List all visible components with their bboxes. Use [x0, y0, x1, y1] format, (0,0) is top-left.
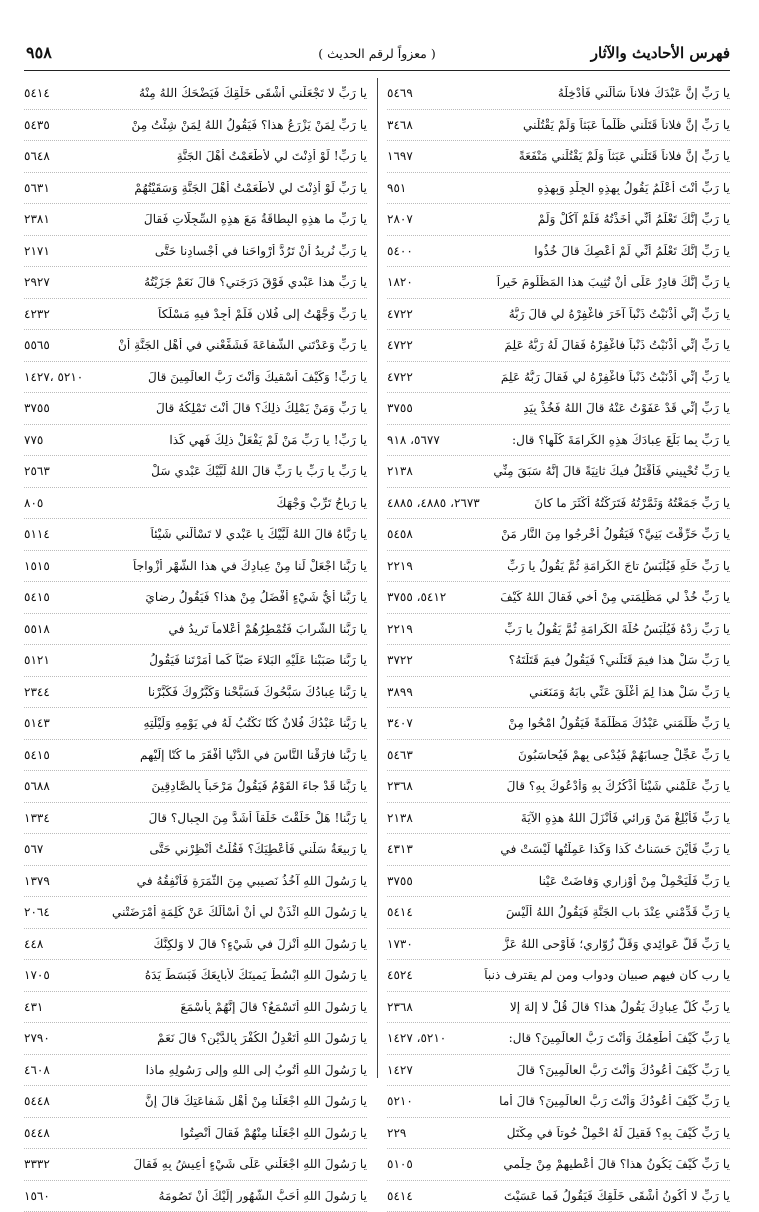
hadith-number: ٥١١٤ — [24, 527, 54, 541]
hadith-text: يا رَبِّ لَوْ أَذِنْتَ لي لأَطْعَمْتُ أَهْلَ الجَنَّةِ وَسَقَيْتُهُمْ — [54, 181, 367, 195]
hadith-text: يا رَبِّ كَيْفَ أَعُودُكَ وَأَنْتَ رَبُّ العالَمِينَ؟ قالَ — [417, 1063, 730, 1077]
hadith-number: ٥٢١٠، ١٤٢٧ — [387, 1031, 450, 1045]
hadith-number: ٥٤٤٨ — [24, 1094, 54, 1108]
hadith-number: ٢١٣٨ — [387, 464, 417, 478]
hadith-text: يا رَبِّ سَلْ هذا فيمَ قَتَلَني؟ فَيَقُولُ فيمَ قَتَلْتَهُ؟ — [417, 653, 730, 667]
index-entry — [387, 1118, 730, 1150]
hadith-text: يا رَبِّ عَجِّلْ حِسابَهُمْ فَيُدْعى بِهِمْ فَيُحاسَبُونَ — [417, 748, 730, 762]
hadith-text: يا رَبَّنا عِبادُكَ سَبَّحُوكَ فَسَبَّحْنا وَكَبَّرُوكَ فَكَبَّرْنا — [54, 685, 367, 699]
hadith-number: ٥٤٠٠ — [387, 244, 417, 258]
hadith-text: يا رَبِّ كَيْفَ يَكُونُ هذا؟ قالَ أُعْطيهِمْ مِنْ حِلْمي — [417, 1157, 730, 1171]
page-header — [24, 40, 730, 71]
hadith-number: ١٤٢٧ — [387, 1063, 417, 1077]
page-number: ٩٥٨ — [26, 43, 52, 62]
hadith-number: ٥١٠٥ — [387, 1157, 417, 1171]
hadith-text: يا رَبِّ إنَّكَ تَعْلَمُ أنِّي لَمْ أَعْصِكَ قالَ خُذُوا — [417, 244, 730, 258]
hadith-number: ٥٦٣١ — [24, 181, 54, 195]
hadith-text: يا رَبِّ إنَّكَ قادِرٌ عَلَى أَنْ تُثِيبَ هذا المَظْلُومَ خَيراً — [417, 275, 730, 289]
hadith-number: ١٥١٥ — [24, 559, 54, 573]
hadith-number: ٣٧٢٢ — [387, 653, 417, 667]
index-entry — [387, 1181, 730, 1212]
hadith-number: ١٦٩٧ — [387, 149, 417, 163]
hadith-text: يا رَبِّ كَيْفَ بِهِ؟ فَقيلَ لَهُ احْمِلْ حُوتاً في مِكْتَلٍ — [410, 1126, 730, 1140]
hadith-text: يا رَبِّ بِما بَلَغَ عِبادَكَ هذِهِ الكَرامَةَ كُلَّها؟ قال: — [444, 433, 730, 447]
hadith-text: يا رَبِّ ظَلَمَني عَبْدُكَ مَظْلَمَةً فَيَقُولُ امْحُوا مِنْ — [417, 716, 730, 730]
hadith-number: ١٧٠٥ — [24, 968, 54, 982]
hadith-text: يا رب كان فيهم صبيان ودواب ومن لم يقترف ذنباً — [417, 968, 730, 982]
hadith-number: ٢٧٩٠ — [24, 1031, 54, 1045]
hadith-text: يا رَسُولَ اللهِ أَتُوبُ إلى اللهِ وإلى رَسُولِهِ ماذا — [54, 1063, 367, 1077]
hadith-text: يا رَبِّ إنَّكَ تَعْلَمُ أنِّي أَخَذْتُهُ فَلَمْ آكُلْ وَلَمْ — [417, 212, 730, 226]
index-entry — [24, 1149, 367, 1181]
hadith-text: يا رَبِّ لا أَكُونُ أَشْقَى خَلْقِكَ فَيَقُولُ فَما عَسَيْتَ — [417, 1189, 730, 1203]
hadith-text: يا رَبِّ فَأَيْنَ حَسَناتُ كَذا وَكَذا عَمِلْتُها لَيْسَتْ في — [417, 842, 730, 856]
hadith-text: يا رَبِّ إنَّ فلاناً قَتَلَني عَبَثاً وَلَمْ يَقْتُلْني مَنْفَعَةً — [417, 149, 730, 163]
hadith-text: يا رَبِّ جَمَعْتُهُ وَثَمَّرْتُهُ فَتَرَكْتُهُ أَكْثَرَ ما كانَ — [484, 496, 730, 510]
hadith-number: ٢٥٦٣ — [24, 464, 54, 478]
hadith-number: ٢٦٧٣، ٤٨٨٥، ٤٨٨٥ — [387, 496, 484, 510]
hadith-number: ٢٢٩ — [387, 1126, 410, 1140]
hadith-text: يا رَبِّ لِمَنْ يَزْرَعُ هذا؟ فَيَقُولُ اللهُ لِمَنْ شِئْتُ مِنْ — [54, 118, 367, 132]
hadith-number: ٢٣٨١ — [24, 212, 54, 226]
hadith-text: يا رَبِّ إنَّ عَبْدَكَ فلاناً سَأَلَني فَأَدْخِلْهُ — [417, 86, 730, 100]
index-entry — [387, 1086, 730, 1118]
hadith-text: يا رَبِّ! يا رَبِّ مَنْ لَمْ يَفْعَلْ ذلِكَ فَهي كَذا — [47, 433, 367, 447]
hadith-text: يا رَبِّ إنِّي أَذْنَبْتُ ذَنْباً فاغْفِرْهُ فَقالَ لَهُ رَبُّهُ عَلِمَ — [417, 338, 730, 352]
hadith-text: يا رَسُولَ اللهِ أَتَسْمَعُ؟ قالَ إنَّهُمْ بِأَسْمَعَ — [47, 1000, 367, 1014]
hadith-text: يا رَبِّ كَيْفَ أُطْعِمُكَ وَأَنْتَ رَبُّ العالَمِينَ؟ قال: — [450, 1031, 730, 1045]
hadith-text: يا رَسُولَ اللهِ آخُذُ نَصيبي مِنَ الثَّمَرَةِ فَأُنْفِقُهُ في — [54, 874, 367, 888]
hadith-text: يا رَبِّ أَنْتَ أَعْلَمُ يَقُولُ بِهذِهِ الجِلْدِ وَبِهذِهِ — [410, 181, 730, 195]
hadith-number: ٥٦٨٨ — [24, 779, 54, 793]
hadith-number: ٤٤٨ — [24, 937, 47, 951]
hadith-text: يا رَبِّ خُذْ لي مَظْلِمَتي مِنْ أَخي فَقالَ اللهُ كَيْفَ — [450, 590, 730, 604]
index-entry — [24, 1086, 367, 1118]
running-title: فهرس الأحاديث والآثار — [591, 44, 730, 62]
hadith-text: يا رَسُولَ اللهِ أَتَعْدِلُ الكُفْرَ بِالدَّيْنِ؟ قالَ نَعَمْ — [54, 1031, 367, 1045]
hadith-text: يا رَبَّنا! هَلْ خَلَقْتَ خَلْقاً أَشَدَّ مِنَ الجِبالِ؟ قالَ — [54, 811, 367, 825]
hadith-number: ٣٣٣٢ — [24, 1157, 54, 1171]
running-subtitle: ( معزواً لرقم الحديث ) — [24, 46, 730, 61]
hadith-text: يا رَسُولَ اللهِ أُنْزِلَ في شَيْءٍ؟ قالَ لا وَلكِنَّكَ — [47, 937, 367, 951]
hadith-text: يا رَبِّ وَعَدْتَني الشَّفاعَةَ فَشَفِّعْني في أَهْلِ الجَنَّةِ أَنْ — [54, 338, 367, 352]
hadith-text: يا رَسُولَ اللهِ اجْعَلْني عَلَى شَيْءٍ أَعِيشُ بِهِ فَقالَ — [54, 1157, 367, 1171]
hadith-text: يا رَبَّنا الشَّرابَ فَتُمْطِرُهُمْ أَعْلاماً تَرِيدُ في — [54, 622, 367, 636]
hadith-text: يا رَبِّ! وَكَيْفَ أَسْقيكَ وَأَنْتَ رَبُّ العالَمِينَ قالَ — [87, 370, 367, 384]
hadith-number: ٢٢١٩ — [387, 559, 417, 573]
hadith-text: يا رَبِّ قَدِّمْني عِنْدَ بابِ الجَنَّةِ فَيَقُولُ اللهُ أَلَيْسَ — [417, 905, 730, 919]
hadith-number: ٣٧٥٥ — [24, 401, 54, 415]
hadith-number: ٣٧٥٥ — [387, 874, 417, 888]
hadith-number: ٥١٢١ — [24, 653, 54, 667]
hadith-number: ٢٨٠٧ — [387, 212, 417, 226]
hadith-text: يا رَبِّ قَلَّ عَوائِدي وَقَلَّ زُوّاري؛ فَأَوْحى اللهُ عَزَّ — [417, 937, 730, 951]
hadith-number: ٨٠٥ — [24, 496, 47, 510]
hadith-number: ٥٤١٥ — [24, 748, 54, 762]
hadith-number: ٤٥٢٤ — [387, 968, 417, 982]
hadith-text: يا رَبَّنا صَبَبْنا عَلَيْهِ البَلاءَ صَبّاً كَما أَمَرْتَنا فَيَقُولُ — [54, 653, 367, 667]
hadith-number: ٢١٣٨ — [387, 811, 417, 825]
hadith-text: يا رَبِّ إنَّ فلاناً قَتَلَني ظُلْماً عَبَثاً وَلَمْ يَقْتُلْني — [417, 118, 730, 132]
hadith-number: ١٨٢٠ — [387, 275, 417, 289]
hadith-text: يا رَبِّ تُحْيِيني فَأُقْتَلُ فيكَ ثانِيَةً قالَ إنَّهُ سَبَقَ مِنِّي — [417, 464, 730, 478]
hadith-number: ٢١٧١ — [24, 244, 54, 258]
hadith-number: ٥٦٤٨ — [24, 149, 54, 163]
hadith-number: ٤٧٢٢ — [387, 370, 417, 384]
hadith-text: يا رَبيعَةُ سَلْني فَأُعْطِيَكَ؟ فَقُلْتُ أَنْظِرْني حَتَّى — [47, 842, 367, 856]
hadith-text: يا رَبِّ ما هذِهِ البِطاقَةُ مَعَ هذِهِ السِّجِلّاتِ فَقالَ — [54, 212, 367, 226]
hadith-text: يا رَبِّ سَلْ هذا لِمَ أَغْلَقَ عَنِّي بابَهُ وَمَنَعَني — [417, 685, 730, 699]
hadith-text: يا رَبِّ وَمَنْ يَمْلِكُ ذلِكَ؟ قالَ أَنْتَ تَمْلِكُهُ قالَ — [54, 401, 367, 415]
hadith-number: ٥٤٦٣ — [387, 748, 417, 762]
hadith-number: ٢٣٦٨ — [387, 1000, 417, 1014]
hadith-text: يا رَبَّنا قَدْ جاءَ القَوْمُ فَيَقُولُ مَرْحَباً بِالصَّادِقِينَ — [54, 779, 367, 793]
hadith-text: يا رَبَّنا فارَقْنا النَّاسَ في الدُّنْيا أَفْقَرَ ما كُنّا إلَيْهِم — [54, 748, 367, 762]
hadith-text: يا رَبِّ يا رَبِّ يا رَبِّ قالَ اللهُ لَبَّيْكَ عَبْدي سَلْ — [54, 464, 367, 478]
hadith-text: يا رَبِّ وَجَّهْتُ إلى فُلانٍ فَلَمْ أَجِدْ فيهِ مَسْلَكاً — [54, 307, 367, 321]
hadith-text: يا رَبِّ كُلُّ عِبادِكَ يَقُولُ هذا؟ قالَ قُلْ لا إلهَ إلا — [417, 1000, 730, 1014]
hadith-number: ٥٤٣٥ — [24, 118, 54, 132]
hadith-number: ٥٤١٢، ٣٧٥٥ — [387, 590, 450, 604]
hadith-number: ٤٣١ — [24, 1000, 47, 1014]
hadith-number: ٥٤٥٨ — [387, 527, 417, 541]
hadith-text: يا رَبِّ عَلِّمْني شَيْئاً أَذْكُرُكَ بِهِ وَأَدْعُوكَ بِهِ؟ قالَ — [417, 779, 730, 793]
hadith-number: ٥٦٧٧، ٩١٨ — [387, 433, 444, 447]
hadith-number: ٥٢١٠ ،١٤٢٧ — [24, 370, 87, 384]
hadith-number: ٤٣١٣ — [387, 842, 417, 856]
hadith-text: يا رَبِّ فَأَبْلِغْ مَنْ وَرائي فَأَنْزَلَ اللهُ هذِهِ الآيَةَ — [417, 811, 730, 825]
hadith-text: يا رَبَّنا أَيُّ شَيْءٍ أَفْضَلُ مِنْ هذا؟ فَيَقُولُ رِضايَ — [54, 590, 367, 604]
hadith-text: يا رَبِّ كَيْفَ أَعُودُكَ وَأَنْتَ رَبُّ العالَمِينَ؟ قالَ أَما — [417, 1094, 730, 1108]
hadith-number: ٢٢١٩ — [387, 622, 417, 636]
hadith-number: ٥١٤٣ — [24, 716, 54, 730]
hadith-number: ٤٢٣٢ — [24, 307, 54, 321]
hadith-number: ٤٧٢٢ — [387, 307, 417, 321]
hadith-text: يا رَبِّ هذا عَبْدي فَوْقَ دَرَجَتي؟ قالَ نَعَمْ جَزَيْتُهُ — [54, 275, 367, 289]
hadith-number: ١٥٦٠ — [24, 1189, 54, 1203]
index-entry — [24, 1118, 367, 1150]
hadith-number: ٩٥١ — [387, 181, 410, 195]
hadith-text: يا رَبَّنا عَبْدُكَ فُلانٌ كُنّا نَكْتُبُ لَهُ في يَوْمِهِ وَلَيْلَتِهِ — [54, 716, 367, 730]
hadith-number: ٥٤١٤ — [24, 86, 54, 100]
hadith-text: يا رَبَّنا اجْعَلْ لَنا مِنْ عِبادِكَ في هذا الشَّهْرِ أَزْواجاً — [54, 559, 367, 573]
hadith-text: يا رَبِّ! لَوْ أَذِنْتَ لي لأَطْعَمْتُ أَهْلَ الجَنَّةِ — [54, 149, 367, 163]
hadith-number: ٥٤١٥ — [24, 590, 54, 604]
hadith-text: يا رَبِّ زِدْهُ فَيُلْبَسُ حُلَّةَ الكَرامَةِ ثُمَّ يَقُولُ يا رَبِّ — [417, 622, 730, 636]
hadith-number: ٣٤٠٧ — [387, 716, 417, 730]
hadith-text: يا رَسُولَ اللهِ أَحَبُّ الشُّهُورِ إلَيْكَ أَنْ تَصُومَهُ — [54, 1189, 367, 1203]
hadith-text: يا رَبَّاهُ قالَ اللهُ لَبَّيْكَ يا عَبْدي لا تَسْأَلْني شَيْئاً — [54, 527, 367, 541]
hadith-text: يا رَبِّ نُرِيدُ أَنْ تَرُدَّ أَرْواحَنا في أَجْسادِنا حَتَّى — [54, 244, 367, 258]
hadith-number: ٢٩٢٧ — [24, 275, 54, 289]
hadith-number: ٤٦٠٨ — [24, 1063, 54, 1077]
hadith-number: ٥٤٦٩ — [387, 86, 417, 100]
hadith-text: يا رَسُولَ اللهِ ائْذَنْ لي أَنْ أَسْأَلَكَ عَنْ كَلِمَةٍ أَمْرَضَتْني — [54, 905, 367, 919]
hadith-text: يا رَباحُ تَرِّبْ وَجْهَكَ — [47, 496, 367, 510]
hadith-number: ١٣٧٩ — [24, 874, 54, 888]
hadith-number: ٥٢١٠ — [387, 1094, 417, 1108]
hadith-number: ٥٥٦٥ — [24, 338, 54, 352]
hadith-text: يا رَسُولَ اللهِ اجْعَلْنا مِنْهُمْ فَقالَ أَنْصِتُوا — [54, 1126, 367, 1140]
hadith-text: يا رَبِّ حَرِّقْتَ بَنِيَّ؟ فَيَقُولُ أَخْرِجُوا مِنَ النَّارِ مَنْ — [417, 527, 730, 541]
hadith-number: ٥٥١٨ — [24, 622, 54, 636]
hadith-text: يا رَبِّ إنِّي قَدْ عَفَوْتُ عَنْهُ قالَ اللهُ فَخُذْ بِيَدِ — [417, 401, 730, 415]
hadith-number: ٣٨٩٩ — [387, 685, 417, 699]
hadith-number: ٥٦٧ — [24, 842, 47, 856]
hadith-text: يا رَبِّ إنِّي أَذْنَبْتُ ذَنْباً فاغْفِرْهُ لي فَقالَ رَبُّهُ عَلِمَ — [417, 370, 730, 384]
hadith-number: ٧٧٥ — [24, 433, 47, 447]
hadith-number: ١٧٣٠ — [387, 937, 417, 951]
hadith-number: ٤٧٢٢ — [387, 338, 417, 352]
hadith-number: ٥٤١٤ — [387, 905, 417, 919]
hadith-text: يا رَبِّ إنِّي أَذْنَبْتُ ذَنْباً آخَرَ فاغْفِرْهُ لي قالَ رَبُّهُ — [417, 307, 730, 321]
hadith-number: ٣٤٦٨ — [387, 118, 417, 132]
hadith-number: ٢٣٦٨ — [387, 779, 417, 793]
hadith-text: يا رَسُولَ اللهِ ابْسُطْ يَمينَكَ لأُبايِعَكَ فَبَسَطَ يَدَهُ — [54, 968, 367, 982]
hadith-text: يا رَسُولَ اللهِ اجْعَلْنا مِنْ أَهْلِ شَفاعَتِكَ قالَ إنَّ — [54, 1094, 367, 1108]
hadith-number: ٣٧٥٥ — [387, 401, 417, 415]
hadith-text: يا رَبِّ لا تَجْعَلْني أَشْقَى خَلْقِكَ فَيَضْحَكُ اللهُ مِنْهُ — [54, 86, 367, 100]
hadith-text: يا رَبِّ حَلِّهِ فَيُلْبَسُ تاجَ الكَرامَةِ ثُمَّ يَقُولُ يا رَبِّ — [417, 559, 730, 573]
hadith-number: ٥٤٤٨ — [24, 1126, 54, 1140]
hadith-number: ٢٣٤٤ — [24, 685, 54, 699]
index-entry — [24, 1181, 367, 1212]
hadith-number: ٢٠٦٤ — [24, 905, 54, 919]
hadith-text: يا رَبِّ فَلْيَحْمِلْ مِنْ أَوْزاري وَفاضَتْ عَيْنا — [417, 874, 730, 888]
hadith-number: ٥٤١٤ — [387, 1189, 417, 1203]
index-entry — [387, 1149, 730, 1181]
index-page — [24, 40, 730, 1080]
hadith-number: ١٣٣٤ — [24, 811, 54, 825]
